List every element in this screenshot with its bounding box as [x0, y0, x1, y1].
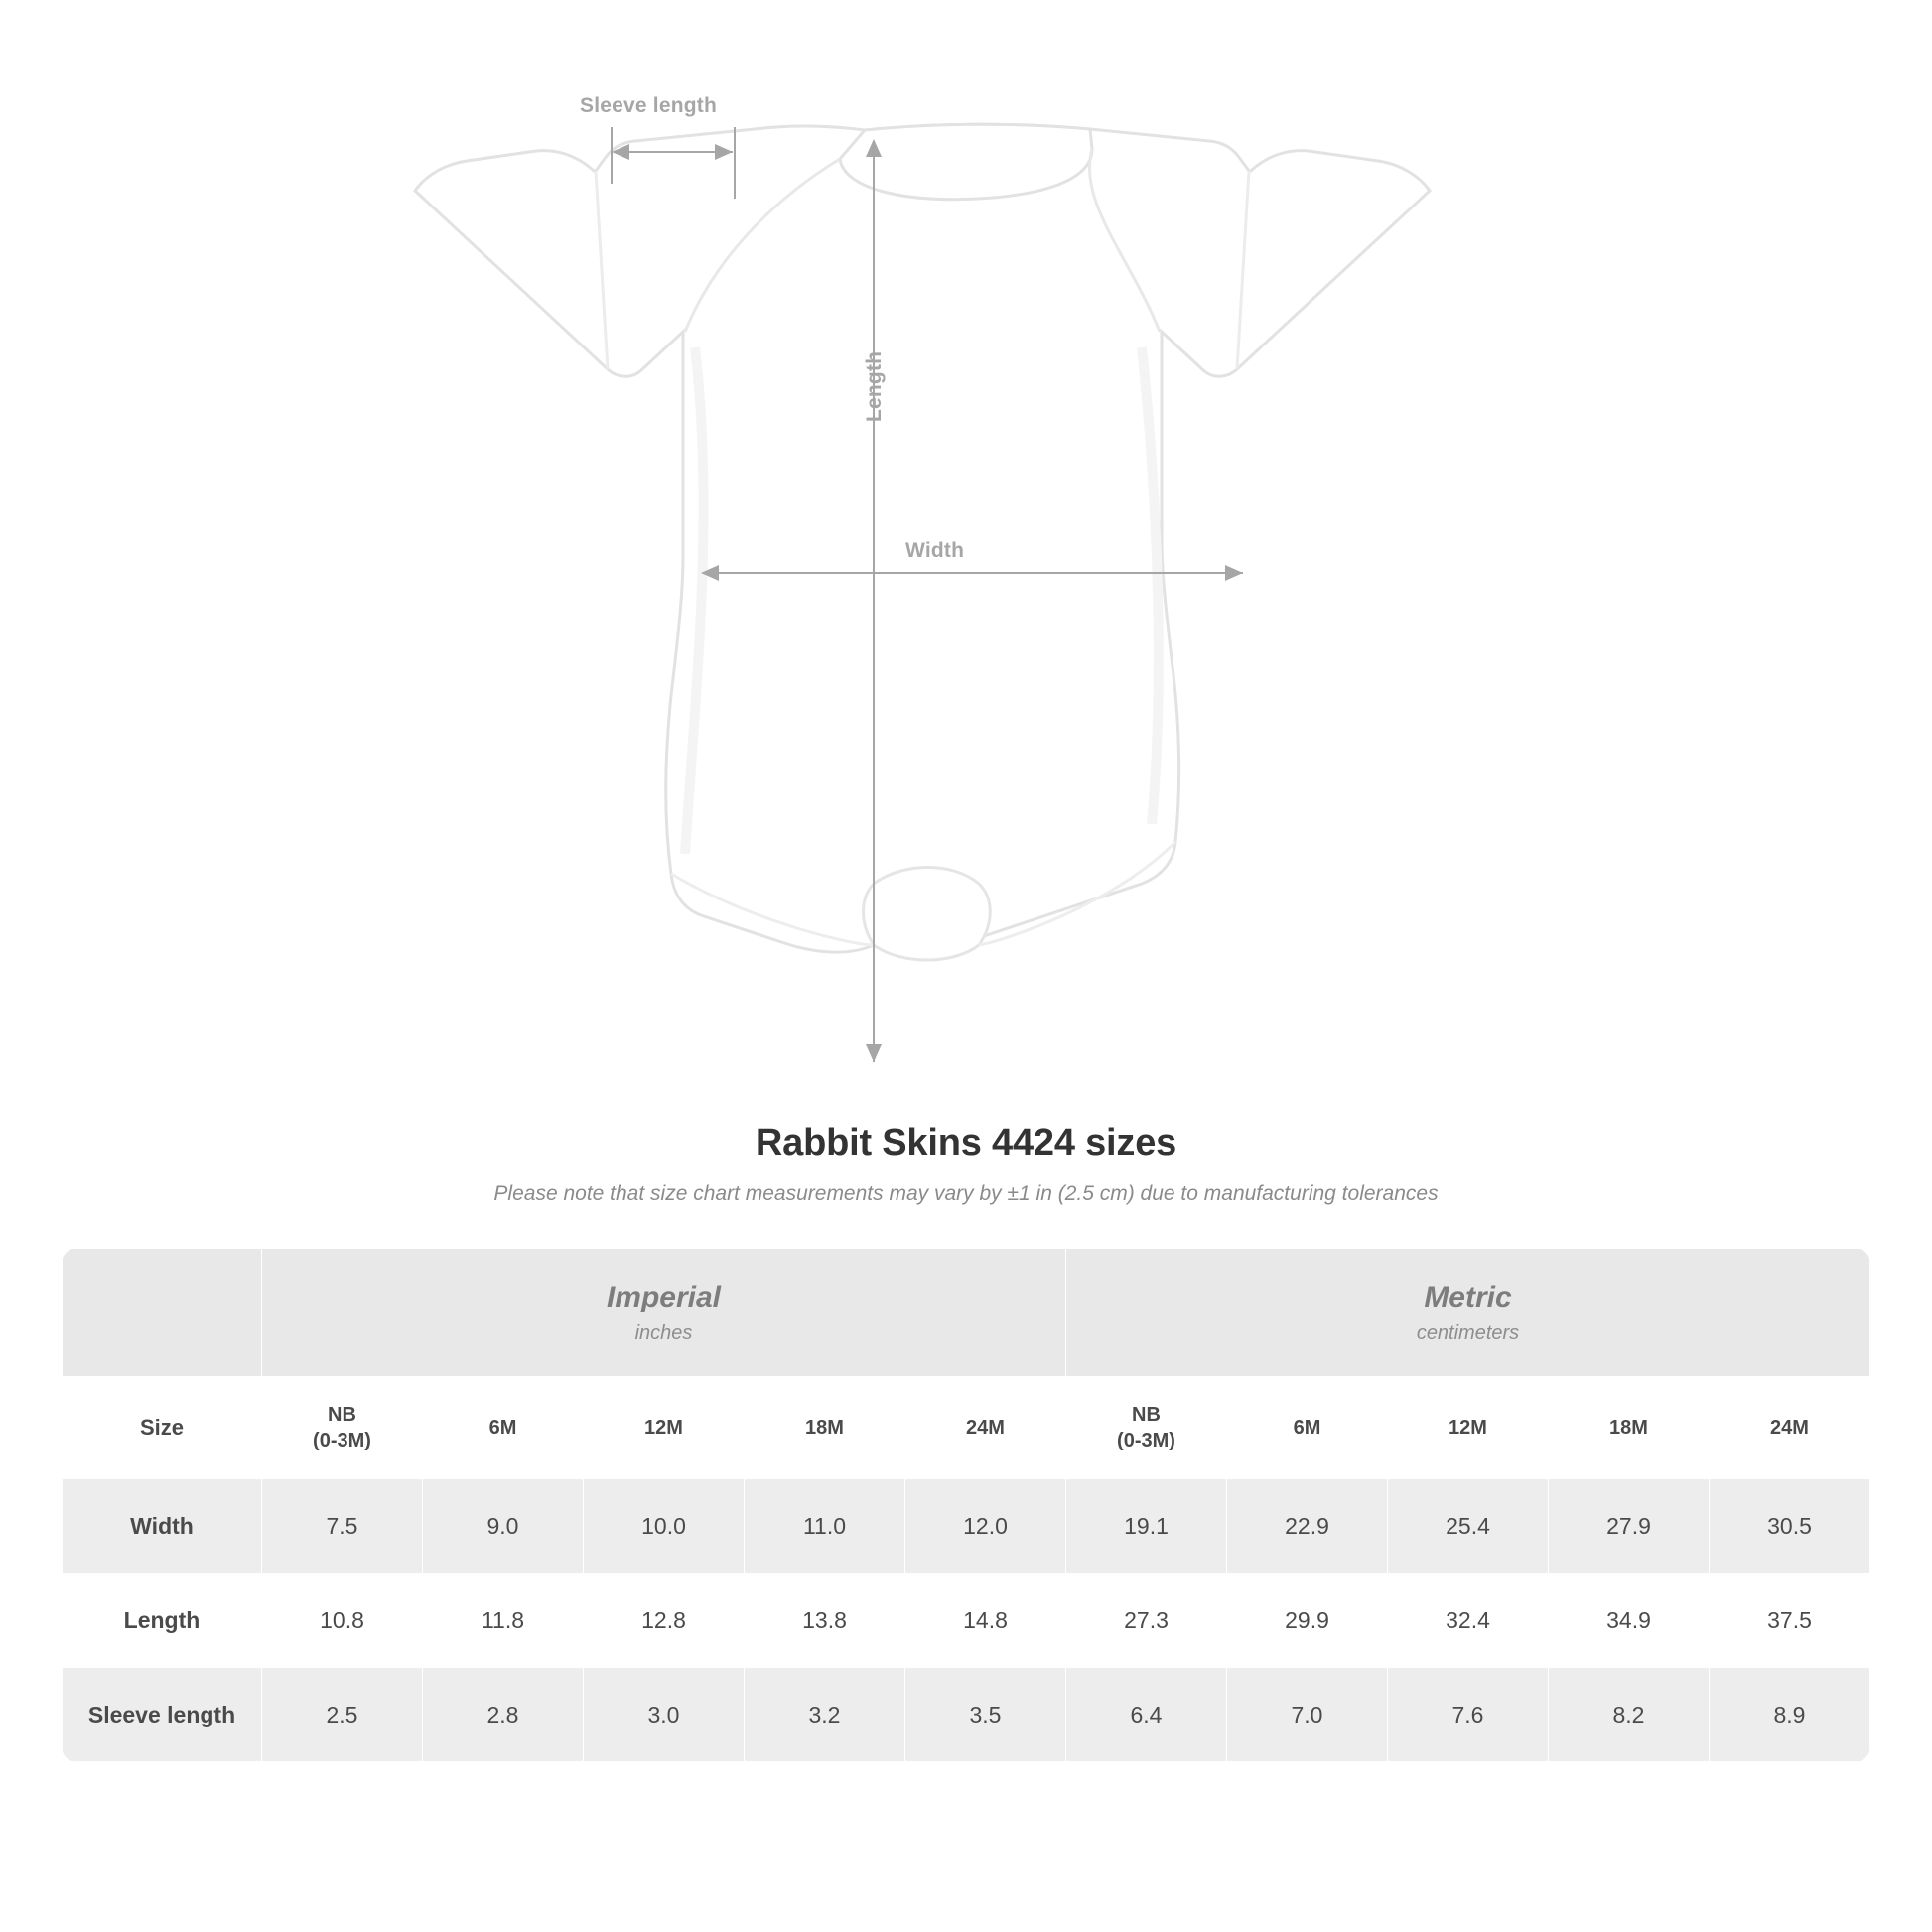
cell-sleeve-2: 3.0 [584, 1668, 745, 1762]
header-col-7-line1: 12M [1449, 1417, 1487, 1439]
unit-sub-imperial: inches [634, 1321, 693, 1344]
cell-sleeve-9: 8.9 [1710, 1668, 1870, 1762]
cell-length-6: 29.9 [1227, 1574, 1388, 1668]
title-block [0, 1122, 1932, 1206]
cell-width-1: 9.0 [423, 1479, 584, 1574]
cell-sleeve-4: 3.5 [905, 1668, 1066, 1762]
cell-sleeve-7: 7.6 [1388, 1668, 1549, 1762]
sleeve-length-label: Sleeve length [580, 94, 717, 117]
unit-header-row [63, 1249, 1870, 1377]
header-col-8 [1549, 1377, 1710, 1479]
header-col-6 [1227, 1377, 1388, 1479]
header-col-0-line1: NB [328, 1404, 356, 1426]
page-title: Rabbit Skins 4424 sizes [755, 1122, 1177, 1164]
cell-length-3: 13.8 [745, 1574, 905, 1668]
header-col-2-line1: 12M [644, 1417, 683, 1439]
table-row [63, 1668, 1870, 1762]
header-col-7 [1388, 1377, 1549, 1479]
header-col-0 [262, 1377, 423, 1479]
table-row [63, 1479, 1870, 1574]
row-label-sleeve-length: Sleeve length [63, 1668, 262, 1762]
header-col-6-line1: 6M [1293, 1417, 1321, 1439]
cell-length-4: 14.8 [905, 1574, 1066, 1668]
cell-length-8: 34.9 [1549, 1574, 1710, 1668]
size-table [62, 1248, 1870, 1762]
header-col-0-line2: (0-3M) [313, 1430, 371, 1451]
tolerance-note: Please note that size chart measurements may vary by ±1 in (2.5 cm) due to manufacturing tolerances [493, 1182, 1439, 1205]
column-header-row [63, 1377, 1870, 1479]
cell-length-9: 37.5 [1710, 1574, 1870, 1668]
header-col-8-line1: 18M [1609, 1417, 1648, 1439]
header-col-5 [1066, 1377, 1227, 1479]
row-label-width: Width [63, 1479, 262, 1574]
cell-width-0: 7.5 [262, 1479, 423, 1574]
cell-sleeve-6: 7.0 [1227, 1668, 1388, 1762]
unit-sub-metric: centimeters [1416, 1321, 1520, 1344]
header-col-9 [1710, 1377, 1870, 1479]
cell-sleeve-1: 2.8 [423, 1668, 584, 1762]
unit-name-metric: Metric [1424, 1280, 1512, 1313]
width-label: Width [905, 539, 965, 562]
table-row [63, 1574, 1870, 1668]
unit-header-imperial [262, 1249, 1066, 1377]
header-col-1 [423, 1377, 584, 1479]
cell-width-3: 11.0 [745, 1479, 905, 1574]
unit-name-imperial: Imperial [606, 1280, 722, 1313]
cell-length-7: 32.4 [1388, 1574, 1549, 1668]
header-col-9-line1: 24M [1770, 1417, 1809, 1439]
cell-width-2: 10.0 [584, 1479, 745, 1574]
cell-sleeve-3: 3.2 [745, 1668, 905, 1762]
header-col-3-line1: 18M [805, 1417, 844, 1439]
unit-header-spacer [63, 1249, 262, 1377]
cell-width-5: 19.1 [1066, 1479, 1227, 1574]
cell-width-6: 22.9 [1227, 1479, 1388, 1574]
header-col-2 [584, 1377, 745, 1479]
row-label-length: Length [63, 1574, 262, 1668]
cell-sleeve-5: 6.4 [1066, 1668, 1227, 1762]
length-label: Length [863, 350, 886, 422]
cell-length-2: 12.8 [584, 1574, 745, 1668]
header-col-5-line2: (0-3M) [1117, 1430, 1175, 1451]
cell-length-0: 10.8 [262, 1574, 423, 1668]
header-col-4-line1: 24M [966, 1417, 1005, 1439]
cell-width-9: 30.5 [1710, 1479, 1870, 1574]
header-col-4 [905, 1377, 1066, 1479]
header-size: Size [63, 1377, 262, 1479]
cell-length-5: 27.3 [1066, 1574, 1227, 1668]
unit-header-metric [1066, 1249, 1870, 1377]
cell-width-7: 25.4 [1388, 1479, 1549, 1574]
header-col-1-line1: 6M [488, 1417, 517, 1439]
cell-sleeve-8: 8.2 [1549, 1668, 1710, 1762]
cell-length-1: 11.8 [423, 1574, 584, 1668]
size-table-wrapper [62, 1248, 1870, 1762]
cell-sleeve-0: 2.5 [262, 1668, 423, 1762]
cell-width-8: 27.9 [1549, 1479, 1710, 1574]
cell-width-4: 12.0 [905, 1479, 1066, 1574]
header-col-5-line1: NB [1132, 1404, 1161, 1426]
header-col-3 [745, 1377, 905, 1479]
